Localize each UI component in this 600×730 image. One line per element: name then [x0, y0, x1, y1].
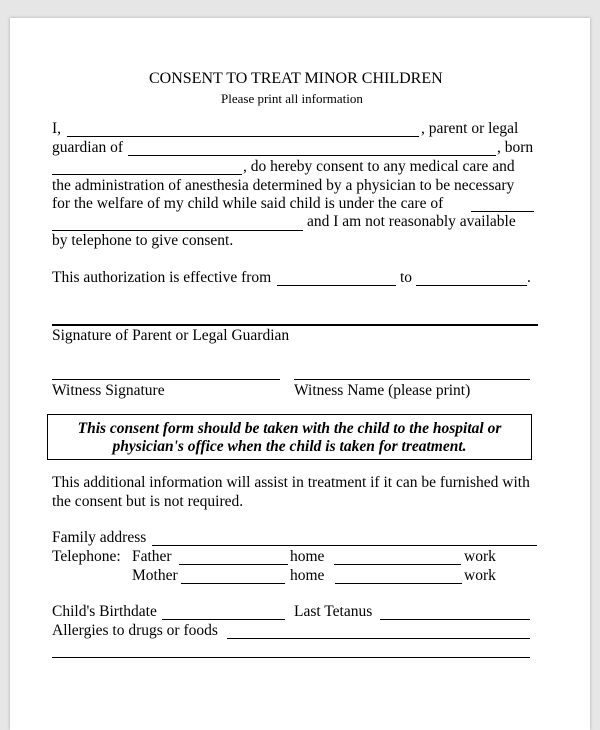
- additional-info-line-1: This additional information will assist in treatment if it can be furnished with: [52, 474, 530, 491]
- father-work-phone-field[interactable]: [334, 564, 461, 565]
- telephone-label: Telephone:: [52, 548, 121, 565]
- authorization-period: .: [527, 269, 531, 286]
- additional-info-line-2: the consent but is not required.: [52, 493, 244, 510]
- last-tetanus-field[interactable]: [380, 619, 530, 620]
- consent-parent-or-legal: , parent or legal: [421, 120, 519, 137]
- care-of-field-continued[interactable]: [52, 230, 303, 231]
- mother-home-label: home: [290, 567, 325, 584]
- parent-signature-field[interactable]: [52, 324, 538, 326]
- allergies-label: Allergies to drugs or foods: [52, 622, 218, 639]
- consent-line-welfare: for the welfare of my child while said child is under the care of: [52, 195, 444, 212]
- father-home-label: home: [290, 548, 325, 565]
- family-address-field[interactable]: [152, 545, 537, 546]
- witness-name-label: Witness Name (please print): [294, 382, 471, 399]
- mother-home-phone-field[interactable]: [181, 583, 285, 584]
- parent-name-field[interactable]: [67, 136, 419, 137]
- last-tetanus-label: Last Tetanus: [294, 603, 373, 620]
- consent-not-available: and I am not reasonably available: [307, 213, 516, 230]
- allergies-field[interactable]: [227, 638, 530, 639]
- consent-clause: , do hereby consent to any medical care and: [243, 158, 515, 175]
- authorization-to: to: [400, 269, 413, 286]
- form-subtitle: Please print all information: [221, 91, 363, 106]
- notice-line-2: physician's office when the child is taken for treatment.: [112, 438, 467, 455]
- mother-label: Mother: [132, 567, 178, 584]
- consent-born: , born: [497, 139, 534, 156]
- witness-signature-label: Witness Signature: [52, 382, 165, 399]
- family-address-label: Family address: [52, 529, 147, 546]
- notice-line-1: This consent form should be taken with the child to the hospital or: [77, 420, 502, 437]
- mother-work-label: work: [464, 567, 496, 584]
- father-label: Father: [132, 548, 172, 565]
- effective-from-date-field[interactable]: [277, 285, 396, 286]
- care-of-field[interactable]: [471, 211, 534, 212]
- consent-guardian-of: guardian of: [52, 139, 124, 156]
- consent-form-page: [10, 18, 590, 730]
- father-home-phone-field[interactable]: [179, 564, 288, 565]
- notice-box: [47, 414, 532, 460]
- witness-name-field[interactable]: [294, 379, 530, 380]
- child-born-field[interactable]: [52, 174, 242, 175]
- consent-i-prefix: I,: [52, 120, 62, 137]
- childs-birthdate-label: Child's Birthdate: [52, 603, 157, 620]
- effective-to-date-field[interactable]: [416, 285, 527, 286]
- authorization-effective-from: This authorization is effective from: [52, 269, 272, 286]
- consent-by-telephone: by telephone to give consent.: [52, 232, 234, 249]
- father-work-label: work: [464, 548, 496, 565]
- form-title: CONSENT TO TREAT MINOR CHILDREN: [149, 70, 443, 87]
- allergies-field-continued[interactable]: [52, 657, 530, 658]
- witness-signature-field[interactable]: [52, 379, 280, 380]
- parent-signature-label: Signature of Parent or Legal Guardian: [52, 327, 290, 344]
- child-name-field[interactable]: [128, 155, 496, 156]
- mother-work-phone-field[interactable]: [335, 583, 462, 584]
- consent-line-administration: the administration of anesthesia determined by a physician to be necessary: [52, 177, 515, 194]
- childs-birthdate-field[interactable]: [162, 619, 285, 620]
